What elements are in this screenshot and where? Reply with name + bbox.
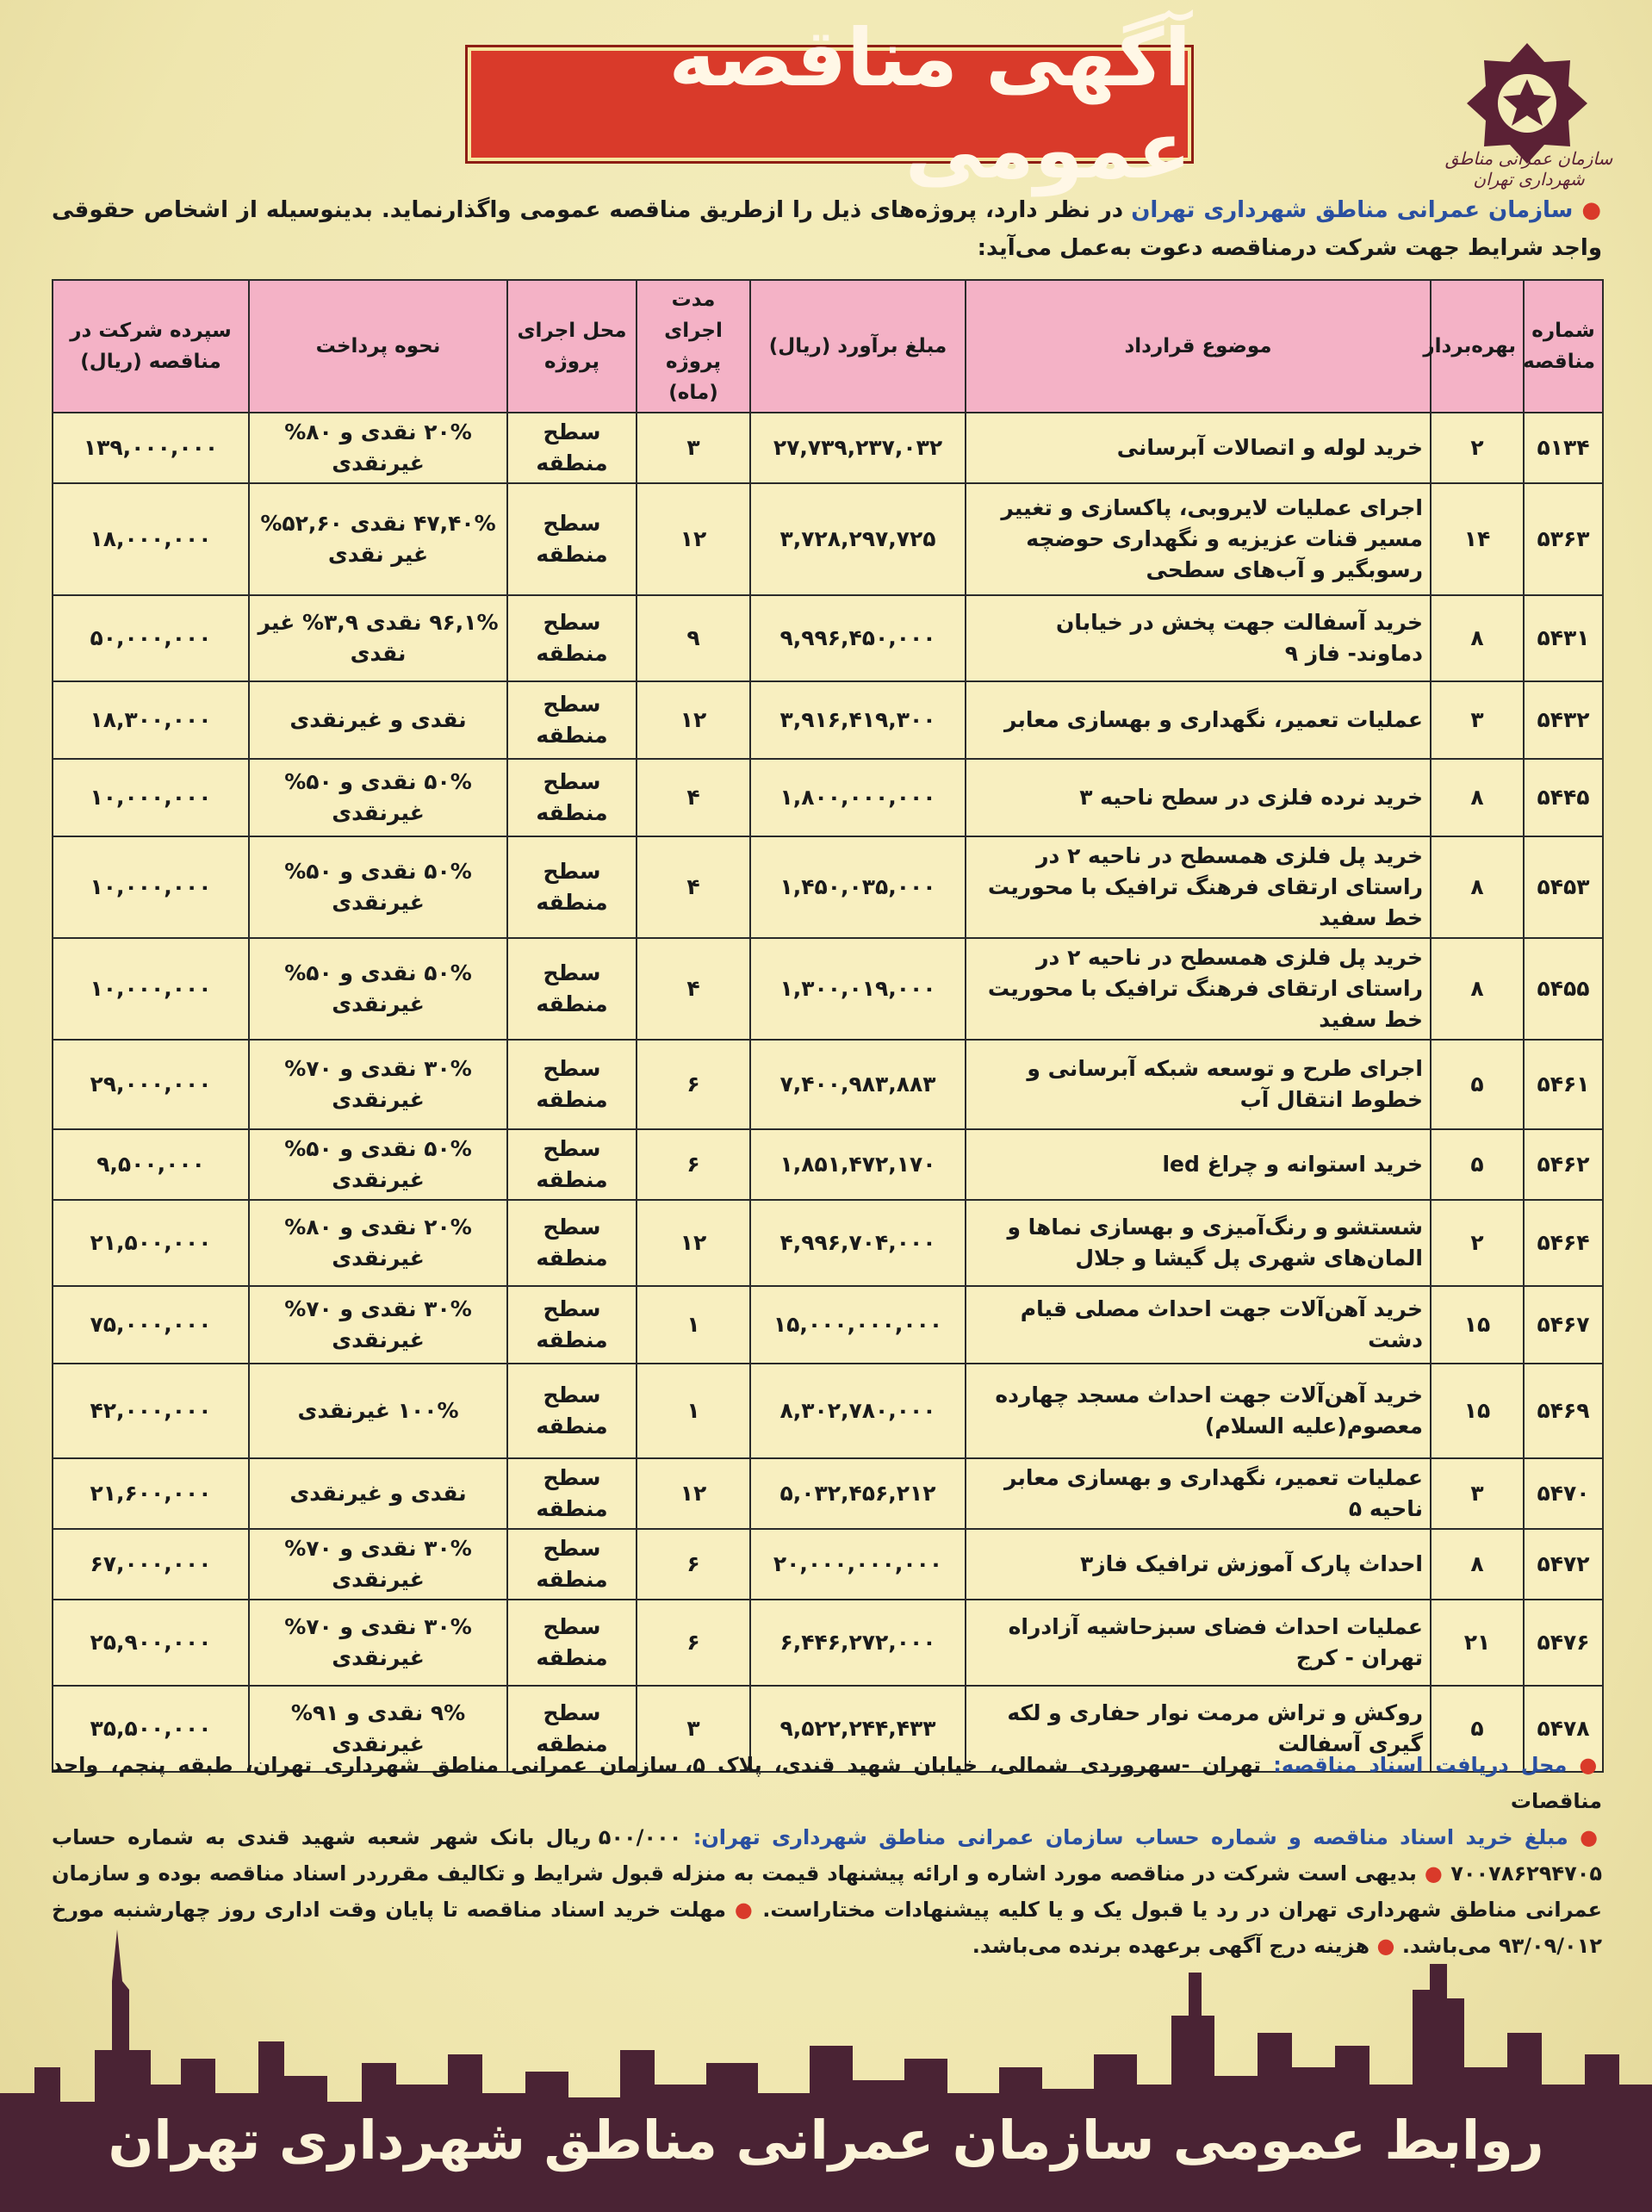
cell-location: سطح منطقه [507,836,637,938]
cell-duration: ۴ [637,836,750,938]
table-row [53,1364,1603,1458]
cell-operator: ۲ [1431,1200,1524,1286]
cell-subject: خرید آهن‌آلات جهت احداث مصلی قیام دشت [966,1286,1431,1364]
cell-tender-number: ۵۴۷۸ [1524,1686,1603,1772]
cell-payment: ۲۰% نقدی و ۸۰% غیرنقدی [249,413,507,483]
header-operator: بهره‌بردار [1431,280,1524,413]
cell-location: سطح منطقه [507,681,637,759]
tender-table-body [53,413,1603,1772]
cell-operator: ۸ [1431,836,1524,938]
cell-subject: خرید پل فلزی همسطح در ناحیه ۲ در راستای ارتقای فرهنگ ترافیک با محوریت خط سفید [966,836,1431,938]
header-subject: موضوع قرارداد [966,280,1431,413]
cell-operator: ۳ [1431,681,1524,759]
cell-tender-number: ۵۴۳۱ [1524,595,1603,681]
header-duration: مدت اجرای پروژه (ماه) [637,280,750,413]
cell-payment: ۳۰% نقدی و ۷۰% غیرنقدی [249,1040,507,1129]
header-deposit: سپرده شرکت در مناقصه (ریال) [53,280,249,413]
fee-text: هزینه درج آگهی برعهده برنده می‌باشد. [972,1934,1377,1958]
cell-tender-number: ۵۴۶۲ [1524,1129,1603,1200]
cell-deposit: ۱۸,۰۰۰,۰۰۰ [53,483,249,595]
table-row [53,1286,1603,1364]
cell-tender-number: ۵۴۶۴ [1524,1200,1603,1286]
cell-estimate: ۵,۰۳۲,۴۵۶,۲۱۲ [750,1458,966,1529]
cell-operator: ۳ [1431,1458,1524,1529]
cell-deposit: ۲۱,۵۰۰,۰۰۰ [53,1200,249,1286]
cell-payment: ۵۰% نقدی و ۵۰% غیرنقدی [249,938,507,1040]
cell-deposit: ۲۹,۰۰۰,۰۰۰ [53,1040,249,1129]
bullet-icon: ● [1580,1825,1602,1849]
cell-subject: خرید پل فلزی همسطح در ناحیه ۲ در راستای ارتقای فرهنگ ترافیک با محوریت خط سفید [966,938,1431,1040]
cell-estimate: ۲۷,۷۳۹,۲۳۷,۰۳۲ [750,413,966,483]
table-header-row [53,280,1603,413]
cell-payment: ۳۰% نقدی و ۷۰% غیرنقدی [249,1600,507,1686]
bullet-icon: ● [1579,1753,1602,1777]
cell-location: سطح منطقه [507,1529,637,1600]
bullet-icon: ● [1376,1934,1395,1958]
cell-operator: ۲۱ [1431,1600,1524,1686]
cell-payment: ۳۰% نقدی و ۷۰% غیرنقدی [249,1286,507,1364]
table-row [53,759,1603,836]
table-row [53,595,1603,681]
cell-duration: ۱۲ [637,483,750,595]
cell-location: سطح منطقه [507,938,637,1040]
cell-operator: ۱۵ [1431,1364,1524,1458]
cell-deposit: ۱۰,۰۰۰,۰۰۰ [53,938,249,1040]
cell-payment: ۵۰% نقدی و ۵۰% غیرنقدی [249,759,507,836]
documents-label: محل دریافت اسناد مناقصه: [1273,1753,1568,1777]
header-payment: نحوه پرداخت [249,280,507,413]
intro-organization: سازمان عمرانی مناطق شهرداری تهران [1131,197,1574,223]
cell-estimate: ۶,۴۴۶,۲۷۲,۰۰۰ [750,1600,966,1686]
cell-tender-number: ۵۴۴۵ [1524,759,1603,836]
cell-duration: ۱ [637,1364,750,1458]
table-row [53,1200,1603,1286]
cell-estimate: ۱,۸۵۱,۴۷۲,۱۷۰ [750,1129,966,1200]
bullet-icon: ● [1581,197,1602,223]
cell-tender-number: ۵۴۷۲ [1524,1529,1603,1600]
cell-location: سطح منطقه [507,483,637,595]
cell-tender-number: ۵۴۶۷ [1524,1286,1603,1364]
cell-estimate: ۳,۷۲۸,۲۹۷,۷۲۵ [750,483,966,595]
cell-location: سطح منطقه [507,595,637,681]
cell-location: سطح منطقه [507,1286,637,1364]
intro-text: در نظر دارد، پروژه‌های ذیل را ازطریق مناقصه عمومی واگذارنماید. بدینوسیله از اشخاص حقوقی واجد شرایط جهت شرکت درمناقصه دعوت به‌عمل می‌آید: [52,197,1602,261]
documents-address: تهران -سهروردی شمالی، خیابان شهید قندی، پلاک ۵، سازمان عمرانی مناطق شهرداری تهران، طبقه پنجم، واحد مناقصات [52,1753,1602,1813]
cell-operator: ۸ [1431,938,1524,1040]
page-title: آگهی مناقصه عمومی [668,12,1191,196]
cell-payment: نقدی و غیرنقدی [249,681,507,759]
cell-duration: ۱۲ [637,681,750,759]
cell-duration: ۱۲ [637,1200,750,1286]
cell-payment: ۹۶,۱% نقدی ۳,۹% غیر نقدی [249,595,507,681]
cell-subject: اجرای عملیات لایروبی، پاکسازی و تغییر مسیر قنات عزیزیه و نگهداری حوضچه رسوبگیر و آب‌های سطحی [966,483,1431,595]
cell-estimate: ۷,۴۰۰,۹۸۳,۸۸۳ [750,1040,966,1129]
cell-payment: ۳۰% نقدی و ۷۰% غیرنقدی [249,1529,507,1600]
cell-payment: ۹% نقدی و ۹۱% غیرنقدی [249,1686,507,1772]
cell-deposit: ۹,۵۰۰,۰۰۰ [53,1129,249,1200]
cell-deposit: ۳۵,۵۰۰,۰۰۰ [53,1686,249,1772]
cell-duration: ۱ [637,1286,750,1364]
cell-subject: احداث پارک آموزش ترافیک فاز۳ [966,1529,1431,1600]
cell-deposit: ۴۲,۰۰۰,۰۰۰ [53,1364,249,1458]
price-text: ۵۰۰/۰۰۰ ریال بانک شهر شعبه شهید قندی به شماره حساب ۷۰۰۷۸۶۲۹۴۷۰۵ [52,1825,1603,1886]
cell-subject: عملیات احداث فضای سبزحاشیه آزادراه تهران - کرج [966,1600,1431,1686]
bullet-icon: ● [1424,1861,1444,1886]
cell-duration: ۴ [637,759,750,836]
table-row [53,681,1603,759]
cell-subject: عملیات تعمیر، نگهداری و بهسازی معابر ناحیه ۵ [966,1458,1431,1529]
cell-subject: خرید آهن‌آلات جهت احداث مسجد چهارده معصوم(علیه السلام) [966,1364,1431,1458]
table-row [53,1129,1603,1200]
cell-duration: ۶ [637,1529,750,1600]
cell-estimate: ۹,۹۹۶,۴۵۰,۰۰۰ [750,595,966,681]
cell-duration: ۶ [637,1040,750,1129]
cell-payment: ۲۰% نقدی و ۸۰% غیرنقدی [249,1200,507,1286]
cell-tender-number: ۵۴۵۳ [1524,836,1603,938]
cell-operator: ۵ [1431,1040,1524,1129]
cell-operator: ۸ [1431,759,1524,836]
cell-payment: ۵۰% نقدی و ۵۰% غیرنقدی [249,1129,507,1200]
header-estimate: مبلغ برآورد (ریال) [750,280,966,413]
footer-signature: روابط عمومی سازمان عمرانی مناطق شهرداری تهران [108,2109,1544,2172]
cell-location: سطح منطقه [507,1458,637,1529]
cell-deposit: ۶۷,۰۰۰,۰۰۰ [53,1529,249,1600]
cell-location: سطح منطقه [507,1129,637,1200]
cell-estimate: ۱,۴۵۰,۰۳۵,۰۰۰ [750,836,966,938]
cell-subject: شستشو و رنگ‌آمیزی و بهسازی نماها و المان‌های شهری پل گیشا و جلال [966,1200,1431,1286]
cell-duration: ۶ [637,1600,750,1686]
title-banner [465,12,1194,196]
cell-location: سطح منطقه [507,1040,637,1129]
cell-subject: خرید نرده فلزی در سطح ناحیه ۳ [966,759,1431,836]
cell-operator: ۵ [1431,1686,1524,1772]
cell-payment: ۴۷,۴۰% نقدی ۵۲,۶۰% غیر نقدی [249,483,507,595]
cell-subject: عملیات تعمیر، نگهداری و بهسازی معابر [966,681,1431,759]
table-row [53,483,1603,595]
cell-estimate: ۱,۸۰۰,۰۰۰,۰۰۰ [750,759,966,836]
cell-operator: ۸ [1431,1529,1524,1600]
cell-estimate: ۳,۹۱۶,۴۱۹,۳۰۰ [750,681,966,759]
cell-deposit: ۲۱,۶۰۰,۰۰۰ [53,1458,249,1529]
cell-payment: ۱۰۰% غیرنقدی [249,1364,507,1458]
cell-duration: ۱۲ [637,1458,750,1529]
cell-estimate: ۲۰,۰۰۰,۰۰۰,۰۰۰ [750,1529,966,1600]
cell-tender-number: ۵۴۶۹ [1524,1364,1603,1458]
cell-operator: ۱۴ [1431,483,1524,595]
cell-deposit: ۲۵,۹۰۰,۰۰۰ [53,1600,249,1686]
cell-payment: ۵۰% نقدی و ۵۰% غیرنقدی [249,836,507,938]
table-row [53,938,1603,1040]
cell-deposit: ۱۰,۰۰۰,۰۰۰ [53,759,249,836]
cell-tender-number: ۵۱۳۴ [1524,413,1603,483]
cell-duration: ۴ [637,938,750,1040]
cell-deposit: ۱۸,۳۰۰,۰۰۰ [53,681,249,759]
cell-duration: ۶ [637,1129,750,1200]
price-label: مبلغ خرید اسناد مناقصه و شماره حساب سازمان عمرانی مناطق شهرداری تهران: [692,1825,1568,1849]
cell-location: سطح منطقه [507,1686,637,1772]
cell-tender-number: ۵۴۷۶ [1524,1600,1603,1686]
cell-estimate: ۱۵,۰۰۰,۰۰۰,۰۰۰ [750,1286,966,1364]
deadline-text: مهلت خرید اسناد مناقصه تا پایان وقت اداری روز چهارشنبه مورخ ۹۳/۰۹/۰۱۲ می‌باشد. [52,1898,1602,1958]
cell-payment: نقدی و غیرنقدی [249,1458,507,1529]
cell-estimate: ۸,۳۰۲,۷۸۰,۰۰۰ [750,1364,966,1458]
cell-location: سطح منطقه [507,1200,637,1286]
cell-operator: ۲ [1431,413,1524,483]
cell-subject: خرید آسفالت جهت پخش در خیابان دماوند- فاز ۹ [966,595,1431,681]
cell-duration: ۹ [637,595,750,681]
cell-deposit: ۱۳۹,۰۰۰,۰۰۰ [53,413,249,483]
cell-estimate: ۹,۵۲۲,۲۴۴,۴۳۳ [750,1686,966,1772]
cell-location: سطح منطقه [507,1600,637,1686]
cell-duration: ۳ [637,1686,750,1772]
table-row [53,413,1603,483]
cell-duration: ۳ [637,413,750,483]
bullet-icon: ● [734,1898,755,1922]
cell-deposit: ۷۵,۰۰۰,۰۰۰ [53,1286,249,1364]
terms-text: بدیهی است شرکت در مناقصه مورد اشاره و ارائه پیشنهاد قیمت به منزله قبول شرایط و تکالیف مقرردر اسناد مناقصه بوده و سازمان عمرانی مناطق شهرداری تهران در رد یا قبول یک و یا کلیه پیشنهادات مختاراست. [52,1861,1602,1922]
cell-subject: روکش و تراش مرمت نوار حفاری و لکه گیری آسفالت [966,1686,1431,1772]
table-row [53,836,1603,938]
table-row [53,1458,1603,1529]
cell-location: سطح منطقه [507,759,637,836]
cell-operator: ۵ [1431,1129,1524,1200]
table-row [53,1600,1603,1686]
footer-line-documents [52,1747,1602,1819]
cell-tender-number: ۵۴۶۱ [1524,1040,1603,1129]
cell-subject: خرید استوانه و چراغ led [966,1129,1431,1200]
cell-tender-number: ۵۴۳۲ [1524,681,1603,759]
cell-subject: خرید لوله و اتصالات آبرسانی [966,413,1431,483]
cell-tender-number: ۵۴۵۵ [1524,938,1603,1040]
cell-tender-number: ۵۳۶۳ [1524,483,1603,595]
cell-location: سطح منطقه [507,413,637,483]
table-row [53,1040,1603,1129]
cell-location: سطح منطقه [507,1364,637,1458]
cell-deposit: ۱۰,۰۰۰,۰۰۰ [53,836,249,938]
cell-operator: ۱۵ [1431,1286,1524,1364]
logo-caption: سازمان عمرانی مناطق شهرداری تهران [1444,148,1613,190]
cell-tender-number: ۵۴۷۰ [1524,1458,1603,1529]
cell-subject: اجرای طرح و توسعه شبکه آبرسانی و خطوط انتقال آب [966,1040,1431,1129]
intro-paragraph [52,191,1602,267]
tender-table [52,279,1604,1773]
header-tender-number: شماره مناقصه [1524,280,1603,413]
cell-operator: ۸ [1431,595,1524,681]
cell-estimate: ۱,۳۰۰,۰۱۹,۰۰۰ [750,938,966,1040]
header-location: محل اجرای پروژه [507,280,637,413]
table-row [53,1529,1603,1600]
cell-estimate: ۴,۹۹۶,۷۰۴,۰۰۰ [750,1200,966,1286]
cell-deposit: ۵۰,۰۰۰,۰۰۰ [53,595,249,681]
